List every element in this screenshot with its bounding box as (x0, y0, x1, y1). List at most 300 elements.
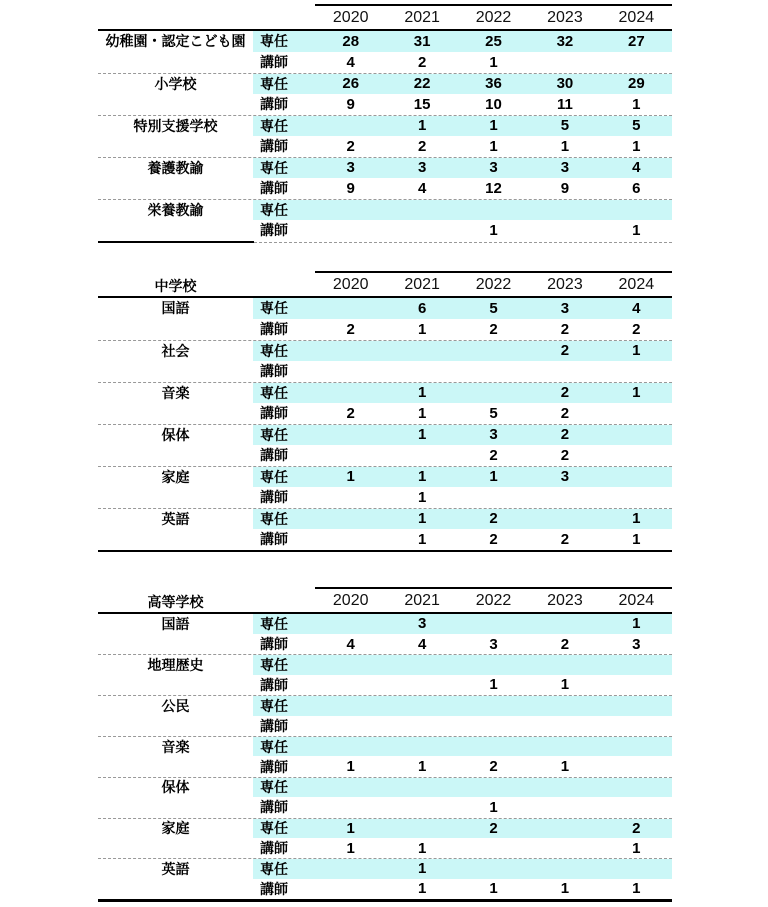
value-cell: 1 (417, 404, 427, 422)
role-label: 専任 (253, 614, 315, 634)
table-body (98, 614, 672, 899)
year-header: 2023 (547, 592, 583, 609)
table-bottom-border (98, 550, 672, 552)
fulltime-row (98, 614, 672, 634)
year-header: 2022 (475, 592, 512, 609)
value-cell: 4 (601, 158, 672, 178)
role-label: 講師 (260, 363, 288, 380)
group-label (98, 487, 253, 508)
value-cell: 1 (386, 383, 457, 403)
role-label: 専任 (253, 696, 315, 715)
group-label: 栄養教諭 (147, 201, 204, 218)
value-cell (601, 403, 672, 424)
value-cell: 4 (346, 53, 355, 71)
value-cell: 1 (632, 880, 641, 898)
value-cell (529, 797, 600, 817)
role-label: 講師 (260, 405, 288, 422)
year-header-row (315, 4, 672, 29)
value-cell (315, 655, 386, 674)
value-cell: 26 (315, 74, 386, 94)
fulltime-row (98, 858, 672, 878)
role-label: 専任 (253, 116, 315, 136)
value-cell: 2 (560, 320, 570, 338)
value-cell: 1 (489, 676, 498, 694)
value-cell: 4 (417, 635, 427, 653)
lecturer-row (98, 178, 672, 199)
value-cell: 10 (485, 95, 502, 113)
value-cell: 3 (458, 158, 529, 178)
value-cell (315, 675, 386, 695)
fulltime-row (98, 777, 672, 797)
role-label: 講師 (260, 222, 288, 239)
group-label (98, 838, 253, 858)
table-high-school-staff (98, 587, 672, 902)
value-cell (386, 819, 457, 838)
value-cell (601, 737, 672, 756)
lecturer-row (98, 361, 672, 382)
lecturer-row (98, 403, 672, 424)
value-cell: 1 (315, 467, 386, 487)
value-cell: 2 (417, 53, 427, 71)
value-cell: 3 (386, 614, 457, 634)
year-header: 2024 (618, 9, 655, 26)
value-cell: 1 (560, 676, 570, 694)
value-cell (601, 756, 672, 776)
fulltime-row (98, 340, 672, 361)
group-label (98, 797, 253, 817)
role-label: 講師 (260, 138, 288, 155)
value-cell: 32 (529, 31, 600, 52)
value-cell (601, 361, 672, 382)
table-header (98, 271, 672, 298)
value-cell: 3 (529, 298, 600, 319)
group-label: 保体 (161, 779, 190, 796)
value-cell: 5 (529, 116, 600, 136)
value-cell: 1 (489, 221, 498, 239)
value-cell: 1 (458, 467, 529, 487)
value-cell (529, 361, 600, 382)
value-cell (315, 614, 386, 634)
year-header: 2020 (332, 276, 369, 293)
year-header: 2023 (547, 9, 583, 26)
value-cell (601, 487, 672, 508)
fulltime-row (98, 73, 672, 94)
role-label: 講師 (260, 321, 288, 338)
value-cell (601, 675, 672, 695)
table-body (98, 31, 672, 241)
value-cell (386, 696, 457, 715)
group-label (98, 52, 253, 73)
value-cell (315, 737, 386, 756)
value-cell: 1 (601, 614, 672, 634)
value-cell: 1 (346, 758, 355, 776)
value-cell: 9 (346, 95, 355, 113)
group-label: 音楽 (161, 384, 190, 401)
table-header (98, 587, 672, 614)
year-header: 2023 (547, 276, 583, 293)
value-cell (458, 341, 529, 361)
group-label: 特別支援学校 (133, 117, 218, 134)
value-cell: 2 (346, 404, 355, 422)
group-label (98, 94, 253, 115)
value-cell: 1 (632, 95, 641, 113)
group-label: 養護教諭 (147, 159, 204, 176)
value-cell: 30 (529, 74, 600, 94)
role-label: 講師 (260, 880, 288, 897)
value-cell (315, 487, 386, 508)
value-cell: 1 (458, 116, 529, 136)
value-cell: 1 (417, 839, 427, 857)
table-school-staff (98, 4, 672, 243)
table-title: 高等学校 (147, 593, 204, 610)
value-cell (315, 716, 386, 736)
fulltime-row (98, 424, 672, 445)
value-cell: 2 (560, 635, 570, 653)
year-header: 2022 (475, 9, 512, 26)
fulltime-row (98, 382, 672, 403)
value-cell (458, 716, 529, 736)
value-cell (458, 361, 529, 382)
role-label: 講師 (260, 636, 288, 653)
group-label: 公民 (161, 697, 190, 714)
value-cell: 2 (529, 425, 600, 445)
lecturer-row (98, 52, 672, 73)
value-cell: 1 (346, 839, 355, 857)
value-cell (458, 614, 529, 634)
value-cell: 2 (489, 446, 498, 464)
value-cell (315, 425, 386, 445)
value-cell (529, 838, 600, 858)
year-header: 2020 (332, 592, 369, 609)
role-label: 講師 (260, 799, 288, 816)
value-cell: 5 (458, 298, 529, 319)
value-cell (529, 509, 600, 529)
lecturer-row (98, 529, 672, 550)
year-header: 2024 (618, 592, 655, 609)
value-cell: 1 (489, 798, 498, 816)
value-cell: 2 (529, 341, 600, 361)
group-label (98, 529, 253, 550)
group-label (98, 756, 253, 776)
role-label: 専任 (253, 425, 315, 445)
value-cell: 2 (489, 320, 498, 338)
lecturer-row (98, 879, 672, 899)
value-cell: 1 (560, 137, 570, 155)
value-cell (315, 445, 386, 466)
value-cell (386, 445, 457, 466)
bottom-border-solid-segment (98, 241, 254, 243)
group-label: 英語 (161, 860, 190, 877)
group-label (98, 403, 253, 424)
value-cell: 3 (529, 158, 600, 178)
value-cell: 1 (417, 758, 427, 776)
year-header: 2024 (618, 276, 655, 293)
lecturer-row (98, 838, 672, 858)
role-label: 講師 (260, 717, 288, 734)
value-cell (601, 696, 672, 715)
value-cell (529, 737, 600, 756)
value-cell: 2 (346, 320, 355, 338)
lecturer-row (98, 220, 672, 241)
value-cell: 9 (346, 179, 355, 197)
value-cell (315, 859, 386, 878)
value-cell (601, 425, 672, 445)
year-header-row (315, 271, 672, 296)
value-cell (529, 778, 600, 797)
value-cell: 1 (632, 137, 641, 155)
value-cell: 2 (489, 530, 498, 548)
value-cell: 28 (315, 31, 386, 52)
group-label (98, 445, 253, 466)
role-label: 専任 (253, 467, 315, 487)
value-cell (386, 655, 457, 674)
table-title: 中学校 (154, 277, 197, 294)
value-cell (386, 675, 457, 695)
lecturer-row (98, 675, 672, 695)
value-cell (458, 737, 529, 756)
value-cell: 2 (560, 530, 570, 548)
value-cell: 25 (458, 31, 529, 52)
value-cell: 12 (485, 179, 502, 197)
value-cell: 1 (560, 880, 570, 898)
value-cell: 1 (632, 530, 641, 548)
group-label: 国語 (161, 300, 190, 317)
value-cell: 1 (386, 116, 457, 136)
value-cell (458, 778, 529, 797)
value-cell: 22 (386, 74, 457, 94)
year-header: 2021 (404, 9, 440, 26)
fulltime-row (98, 466, 672, 487)
role-label: 専任 (253, 158, 315, 178)
value-cell (315, 696, 386, 715)
value-cell: 1 (315, 819, 386, 838)
year-header-row (315, 587, 672, 612)
role-label: 専任 (253, 819, 315, 838)
value-cell: 1 (489, 53, 498, 71)
group-label (98, 675, 253, 695)
role-label: 専任 (253, 859, 315, 878)
value-cell: 36 (458, 74, 529, 94)
value-cell: 1 (489, 137, 498, 155)
value-cell (386, 200, 457, 220)
group-label: 保体 (161, 426, 190, 443)
fulltime-row (98, 298, 672, 319)
role-label: 講師 (260, 676, 288, 693)
table-bottom-border (98, 241, 672, 243)
value-cell: 3 (458, 425, 529, 445)
group-label (98, 879, 253, 899)
bottom-border-dashed-segment (254, 242, 672, 243)
role-label: 専任 (253, 778, 315, 797)
fulltime-row (98, 654, 672, 674)
value-cell: 2 (560, 446, 570, 464)
value-cell (386, 737, 457, 756)
group-label: 英語 (161, 510, 190, 527)
value-cell (315, 529, 386, 550)
value-cell: 9 (560, 179, 570, 197)
fulltime-row (98, 508, 672, 529)
group-label (98, 634, 253, 654)
year-header: 2021 (404, 592, 440, 609)
group-label: 家庭 (161, 820, 190, 837)
value-cell: 1 (601, 509, 672, 529)
value-cell (386, 220, 457, 241)
value-cell: 27 (601, 31, 672, 52)
value-cell (315, 509, 386, 529)
group-label: 地理歴史 (147, 657, 204, 674)
value-cell (529, 487, 600, 508)
value-cell (458, 838, 529, 858)
value-cell (386, 361, 457, 382)
value-cell (458, 696, 529, 715)
value-cell: 3 (632, 635, 641, 653)
group-label (98, 136, 253, 157)
table-junior-high-staff (98, 271, 672, 552)
role-label: 専任 (253, 74, 315, 94)
role-label: 講師 (260, 447, 288, 464)
role-label: 講師 (260, 758, 288, 775)
role-label: 講師 (260, 96, 288, 113)
value-cell (458, 487, 529, 508)
value-cell: 2 (458, 509, 529, 529)
value-cell (601, 778, 672, 797)
group-label: 音楽 (161, 738, 190, 755)
year-header: 2022 (475, 276, 512, 293)
year-header: 2020 (332, 9, 369, 26)
group-label (98, 319, 253, 340)
fulltime-row (98, 31, 672, 52)
value-cell: 3 (529, 467, 600, 487)
value-cell (458, 200, 529, 220)
value-cell: 1 (417, 530, 427, 548)
group-label (98, 178, 253, 199)
value-cell (458, 859, 529, 878)
value-cell: 1 (489, 880, 498, 898)
lecturer-row (98, 716, 672, 736)
value-cell (315, 298, 386, 319)
table-title (98, 26, 253, 29)
value-cell: 2 (346, 137, 355, 155)
fulltime-row (98, 736, 672, 756)
value-cell: 1 (386, 467, 457, 487)
value-cell: 1 (386, 859, 457, 878)
value-cell (529, 859, 600, 878)
value-cell: 2 (458, 819, 529, 838)
value-cell (315, 879, 386, 899)
value-cell: 6 (632, 179, 641, 197)
fulltime-row (98, 695, 672, 715)
lecturer-row (98, 445, 672, 466)
value-cell (315, 361, 386, 382)
group-label: 社会 (161, 342, 190, 359)
value-cell (601, 859, 672, 878)
table-bottom-border (98, 899, 672, 902)
role-label: 専任 (253, 31, 315, 52)
group-label (98, 716, 253, 736)
role-label: 講師 (260, 840, 288, 857)
value-cell (601, 797, 672, 817)
value-cell (315, 341, 386, 361)
value-cell: 2 (601, 819, 672, 838)
value-cell: 5 (489, 404, 498, 422)
lecturer-row (98, 756, 672, 776)
value-cell (601, 52, 672, 73)
value-cell (601, 655, 672, 674)
role-label: 講師 (260, 54, 288, 71)
value-cell: 1 (417, 488, 427, 506)
value-cell: 2 (632, 320, 641, 338)
value-cell (458, 655, 529, 674)
value-cell (529, 614, 600, 634)
role-label: 専任 (253, 298, 315, 319)
value-cell (529, 52, 600, 73)
value-cell (386, 716, 457, 736)
value-cell (601, 716, 672, 736)
value-cell: 29 (601, 74, 672, 94)
role-label: 専任 (253, 655, 315, 674)
lecturer-row (98, 634, 672, 654)
value-cell: 3 (489, 635, 498, 653)
value-cell (529, 200, 600, 220)
value-cell: 1 (601, 383, 672, 403)
lecturer-row (98, 94, 672, 115)
value-cell: 3 (315, 158, 386, 178)
group-label (98, 220, 253, 241)
lecturer-row (98, 487, 672, 508)
value-cell: 1 (386, 509, 457, 529)
value-cell (315, 797, 386, 817)
value-cell (601, 467, 672, 487)
role-label: 専任 (253, 383, 315, 403)
fulltime-row (98, 199, 672, 220)
value-cell: 2 (417, 137, 427, 155)
value-cell: 2 (529, 383, 600, 403)
value-cell (315, 778, 386, 797)
role-label: 専任 (253, 200, 315, 220)
value-cell: 31 (386, 31, 457, 52)
value-cell: 1 (386, 425, 457, 445)
group-label: 国語 (161, 615, 190, 632)
value-cell: 4 (346, 635, 355, 653)
value-cell: 4 (601, 298, 672, 319)
value-cell (315, 383, 386, 403)
lecturer-row (98, 136, 672, 157)
value-cell: 1 (632, 221, 641, 239)
group-label: 小学校 (154, 75, 197, 92)
fulltime-row (98, 157, 672, 178)
value-cell (315, 200, 386, 220)
value-cell (529, 819, 600, 838)
value-cell: 1 (417, 880, 427, 898)
value-cell (386, 797, 457, 817)
value-cell: 15 (413, 95, 431, 113)
lecturer-row (98, 319, 672, 340)
value-cell (315, 116, 386, 136)
value-cell: 2 (560, 404, 570, 422)
lecturer-row (98, 797, 672, 817)
value-cell: 3 (386, 158, 457, 178)
value-cell: 4 (417, 179, 427, 197)
value-cell (601, 445, 672, 466)
role-label: 専任 (253, 509, 315, 529)
role-label: 講師 (260, 180, 288, 197)
value-cell: 5 (601, 116, 672, 136)
table-header (98, 4, 672, 31)
role-label: 専任 (253, 737, 315, 756)
value-cell: 11 (556, 95, 573, 113)
role-label: 講師 (260, 531, 288, 548)
table-body (98, 298, 672, 550)
